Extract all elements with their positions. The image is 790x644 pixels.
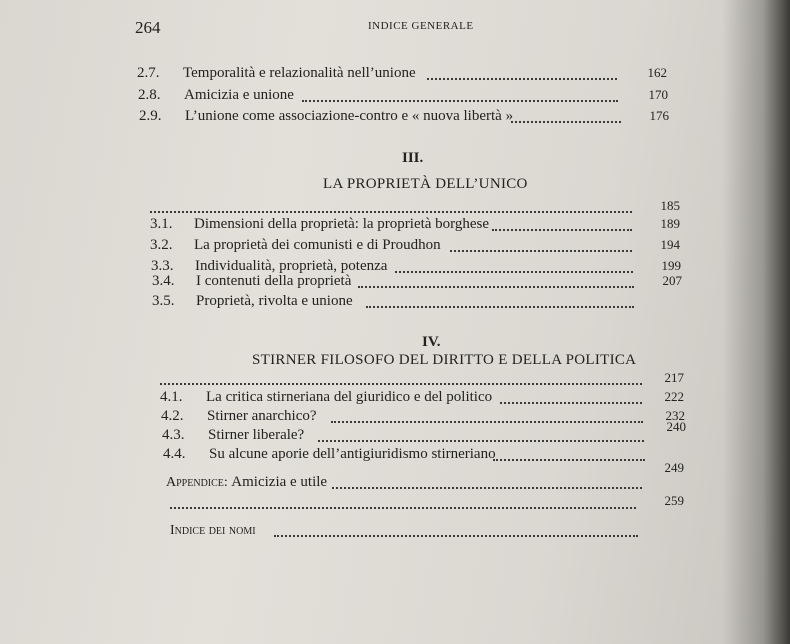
dot-leader	[150, 209, 632, 213]
entry-title: Stirner anarchico?	[207, 408, 317, 424]
chapter-title: LA PROPRIETÀ DELL’UNICO	[323, 176, 528, 192]
dot-leader	[318, 438, 644, 442]
dot-leader	[332, 485, 642, 489]
entry-page: 240	[666, 419, 686, 434]
entry-page: 232	[665, 408, 685, 423]
dot-leader	[427, 76, 617, 80]
entry-page: 189	[660, 216, 680, 231]
toc-entry	[161, 408, 691, 428]
chapter-numeral: III.	[402, 150, 424, 166]
entry-title: I contenuti della proprietà	[196, 273, 352, 289]
toc-entry	[152, 293, 682, 313]
entry-title: Su alcune aporie dell’antigiuridismo stirneriano	[209, 446, 496, 462]
entry-page: 217	[664, 370, 684, 385]
entry-page: 249	[664, 460, 684, 475]
entry-page: 207	[662, 273, 682, 288]
dot-leader	[500, 400, 642, 404]
entry-title: Proprietà, rivolta e unione	[196, 293, 353, 309]
entry-number: 3.1.	[150, 216, 173, 232]
toc-entry	[162, 419, 692, 447]
running-title: INDICE GENERALE	[368, 20, 474, 32]
entry-page: 162	[647, 65, 667, 80]
entry-number: 2.7.	[137, 65, 160, 81]
dot-leader	[302, 98, 618, 102]
index-label: Indice dei nomi	[170, 523, 256, 538]
toc-entry	[152, 273, 682, 293]
entry-number: 4.3.	[162, 427, 185, 443]
entry-title: Dimensioni della proprietà: la proprietà borghese	[194, 216, 490, 232]
chapter-numeral: IV.	[422, 334, 441, 350]
entry-number: 3.2.	[150, 237, 173, 253]
dot-leader	[358, 284, 634, 288]
entry-page: 199	[661, 258, 681, 273]
dot-leader	[331, 419, 643, 423]
toc-entry	[150, 237, 680, 257]
chapter-title: STIRNER FILOSOFO DEL DIRITTO E DELLA POLITICA	[252, 352, 637, 368]
entry-number: 4.2.	[161, 408, 184, 424]
dot-leader	[366, 304, 634, 308]
toc-entry-appendix	[166, 460, 696, 494]
entry-number: 4.1.	[160, 389, 183, 405]
entry-number: 2.9.	[139, 108, 162, 124]
toc-entry	[150, 198, 680, 218]
dot-leader	[511, 119, 621, 123]
entry-title: La proprietà dei comunisti e di Proudhon	[194, 237, 441, 253]
toc-entry	[138, 87, 668, 107]
entry-number: 3.3.	[151, 258, 174, 274]
dot-leader	[492, 227, 632, 231]
dot-leader	[450, 248, 632, 252]
entry-number: 2.8.	[138, 87, 161, 103]
entry-page: 222	[664, 389, 684, 404]
toc-entry	[163, 446, 693, 466]
toc-entry	[160, 389, 690, 409]
appendix-label: Appendice: Amicizia e utile	[166, 474, 328, 490]
dot-leader	[160, 381, 642, 385]
book-gutter-shadow	[722, 0, 790, 644]
entry-title: La critica stirneriana del giuridico e del politico	[206, 389, 493, 405]
dot-leader	[170, 505, 636, 509]
toc-entry	[150, 216, 680, 236]
toc-entry-index	[170, 493, 700, 538]
entry-title: Amicizia e unione	[184, 87, 294, 103]
entry-title: Temporalità e relazionalità nell’unione	[183, 65, 416, 81]
entry-page: 259	[664, 493, 684, 508]
toc-entry	[137, 65, 667, 85]
entry-page: 176	[649, 108, 669, 123]
entry-page: 170	[648, 87, 668, 102]
entry-number: 4.4.	[163, 446, 186, 462]
entry-page: 194	[660, 237, 680, 252]
toc-entry	[139, 108, 669, 128]
entry-title: L’unione come associazione-contro e « nuova libertà »	[185, 108, 514, 124]
entry-title: Stirner liberale?	[208, 427, 305, 443]
entry-title: Individualità, proprietà, potenza	[195, 258, 388, 274]
entry-page: 185	[660, 198, 680, 213]
entry-number: 3.4.	[152, 273, 175, 289]
entry-number: 3.5.	[152, 293, 175, 309]
page-number: 264	[135, 18, 161, 37]
toc-entry	[160, 370, 690, 390]
dot-leader	[493, 457, 645, 461]
dot-leader	[274, 533, 638, 537]
